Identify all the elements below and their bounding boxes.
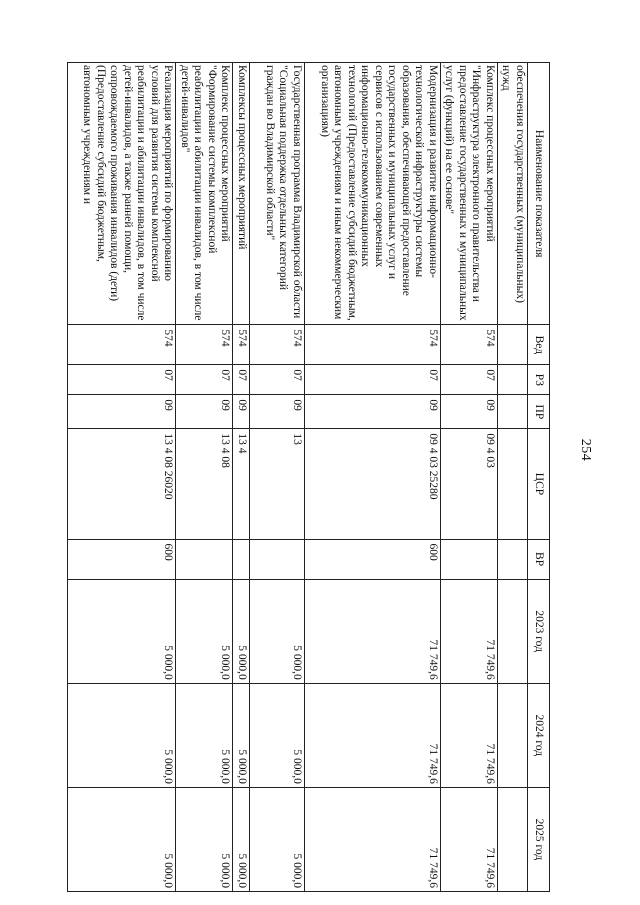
cell-2023: 5 000,0	[176, 579, 233, 683]
cell-2024: 5 000,0	[250, 683, 305, 787]
cell-rz: 07	[68, 365, 176, 395]
table-row	[250, 63, 305, 892]
cell-csr: 13 4 08 26020	[68, 429, 176, 539]
rotated-page-content	[70, 62, 550, 892]
header-2025: 2025 год	[528, 787, 550, 891]
cell-2025: 5 000,0	[250, 787, 305, 891]
page-number: 254	[578, 438, 593, 462]
cell-2023: 5 000,0	[250, 579, 305, 683]
cell-csr	[498, 429, 528, 539]
cell-2024: 71 749,6	[305, 683, 441, 787]
cell-vr	[233, 539, 250, 579]
cell-2025	[498, 787, 528, 891]
cell-vr: 600	[305, 539, 441, 579]
cell-vr	[250, 539, 305, 579]
budget-table	[68, 62, 551, 892]
cell-2023: 5 000,0	[233, 579, 250, 683]
cell-rz: 07	[176, 365, 233, 395]
cell-name: Комплексы процессных мероприятий	[233, 63, 250, 325]
header-pr: ПР	[528, 395, 550, 429]
cell-name: Комплекс процессных мероприятий "Формирование системы комплексной реабилитации и абилитации инвалидов, в том числе детей-инвалидов"	[176, 63, 233, 325]
cell-2025: 71 749,6	[305, 787, 441, 891]
table-row	[233, 63, 250, 892]
cell-ved	[498, 325, 528, 365]
cell-2025: 5 000,0	[233, 787, 250, 891]
cell-name: обеспечения государственных (муниципальных) нужд	[498, 63, 528, 325]
cell-2024: 5 000,0	[176, 683, 233, 787]
cell-2024: 5 000,0	[233, 683, 250, 787]
cell-csr: 13 4	[233, 429, 250, 539]
cell-2024	[498, 683, 528, 787]
cell-name: Государственная программа Владимирской области "Социальная поддержка отдельных категорий граждан во Владимирской области"	[250, 63, 305, 325]
header-2023: 2023 год	[528, 579, 550, 683]
cell-name: Реализация мероприятий по формированию условий для развития системы комплексной реабилитации и абилитации инвалидов, в том числе детей-инвалидов, а также ранней помощи, сопровождаемого проживания инвалидов (дети) (Предоставление субсидий бюджетным, автономным учреждениям и	[68, 63, 176, 325]
cell-2024: 5 000,0	[68, 683, 176, 787]
header-csr: ЦСР	[528, 429, 550, 539]
cell-vr	[176, 539, 233, 579]
cell-2025: 5 000,0	[68, 787, 176, 891]
header-vr: ВР	[528, 539, 550, 579]
cell-vr	[498, 539, 528, 579]
cell-pr: 09	[250, 395, 305, 429]
table-header-row	[528, 63, 550, 892]
cell-vr	[441, 539, 498, 579]
cell-ved: 574	[250, 325, 305, 365]
cell-pr: 09	[441, 395, 498, 429]
cell-ved: 574	[68, 325, 176, 365]
header-name: Наименование показателя	[528, 63, 550, 325]
cell-rz: 07	[250, 365, 305, 395]
cell-2023: 71 749,6	[441, 579, 498, 683]
cell-name: Комплекс процессных мероприятий "Инфраструктура электронного правительства и предоставление государственных и муниципальных услуг (функций) на ее основе"	[441, 63, 498, 325]
cell-pr: 09	[68, 395, 176, 429]
cell-2023	[498, 579, 528, 683]
cell-vr: 600	[68, 539, 176, 579]
table-row	[305, 63, 441, 892]
cell-ved: 574	[176, 325, 233, 365]
cell-2025: 5 000,0	[176, 787, 233, 891]
cell-ved: 574	[305, 325, 441, 365]
table-row	[441, 63, 498, 892]
cell-csr: 13	[250, 429, 305, 539]
table-row	[68, 63, 176, 892]
cell-2024: 71 749,6	[441, 683, 498, 787]
cell-rz: 07	[305, 365, 441, 395]
table-row	[498, 63, 528, 892]
cell-csr: 09 4 03	[441, 429, 498, 539]
cell-ved: 574	[441, 325, 498, 365]
cell-ved: 574	[233, 325, 250, 365]
cell-2023: 5 000,0	[68, 579, 176, 683]
table-row	[176, 63, 233, 892]
cell-rz	[498, 365, 528, 395]
cell-pr	[498, 395, 528, 429]
header-rz: РЗ	[528, 365, 550, 395]
header-2024: 2024 год	[528, 683, 550, 787]
cell-2025: 71 749,6	[441, 787, 498, 891]
cell-pr: 09	[305, 395, 441, 429]
cell-pr: 09	[233, 395, 250, 429]
cell-csr: 13 4 08	[176, 429, 233, 539]
cell-name: Модернизация и развитие информационно-технологической инфраструктуры системы образования, обеспечивающей предоставление государственных и муниципальных услуг и сервисов с использованием современных информационно-телекоммуникационных технологий (Предоставление субсидий бюджетным, автономным учреждениям и иным некоммерческим организациям)	[305, 63, 441, 325]
cell-2023: 71 749,6	[305, 579, 441, 683]
cell-csr: 09 4 03 25280	[305, 429, 441, 539]
header-ved: Вед	[528, 325, 550, 365]
cell-pr: 09	[176, 395, 233, 429]
cell-rz: 07	[441, 365, 498, 395]
cell-rz: 07	[233, 365, 250, 395]
